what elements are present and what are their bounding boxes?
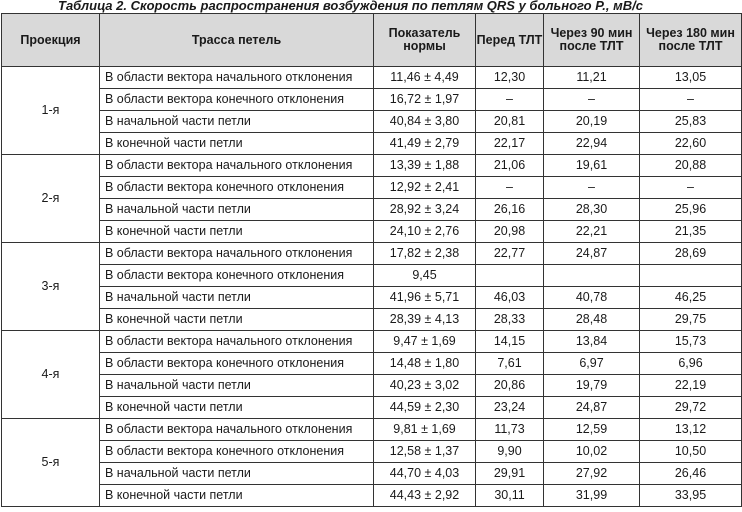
after-180-cell: – [640,89,742,111]
after-180-cell: 22,60 [640,133,742,155]
route-cell: В начальной части петли [100,287,374,309]
norm-cell: 12,92 ± 2,41 [374,177,476,199]
table-row [2,309,742,331]
after-180-cell: 26,46 [640,463,742,485]
route-cell: В области вектора начального отклонения [100,243,374,265]
norm-cell: 12,58 ± 1,37 [374,441,476,463]
table-row [2,243,742,265]
after-90-cell: 28,30 [544,199,640,221]
header-route: Трасса петель [100,14,374,67]
table-caption: Таблица 2. Скорость распространения возбуждения по петлям QRS у больного Р., мВ/с [58,0,643,13]
before-tlt-cell: – [476,89,544,111]
after-180-cell: 22,19 [640,375,742,397]
before-tlt-cell: 11,73 [476,419,544,441]
route-cell: В конечной части петли [100,485,374,507]
table-row [2,133,742,155]
norm-cell: 14,48 ± 1,80 [374,353,476,375]
table-row [2,221,742,243]
norm-cell: 28,39 ± 4,13 [374,309,476,331]
after-180-cell: 25,96 [640,199,742,221]
after-180-cell: 29,72 [640,397,742,419]
route-cell: В области вектора конечного отклонения [100,265,374,287]
before-tlt-cell: 26,16 [476,199,544,221]
table-row [2,111,742,133]
norm-cell: 44,70 ± 4,03 [374,463,476,485]
route-cell: В начальной части петли [100,375,374,397]
projection-cell: 2-я [2,155,100,243]
before-tlt-cell: 46,03 [476,287,544,309]
after-180-cell: 13,12 [640,419,742,441]
before-tlt-cell: 21,06 [476,155,544,177]
table-row [2,67,742,89]
route-cell: В области вектора начального отклонения [100,419,374,441]
before-tlt-cell: 9,90 [476,441,544,463]
after-90-cell: 24,87 [544,243,640,265]
table-row [2,419,742,441]
after-90-cell: 10,02 [544,441,640,463]
norm-cell: 28,92 ± 3,24 [374,199,476,221]
after-180-cell: 46,25 [640,287,742,309]
data-table [1,13,742,507]
after-90-cell: 40,78 [544,287,640,309]
header-row [2,14,742,67]
header-norm: Показатель нормы [374,14,476,67]
projection-cell: 4-я [2,331,100,419]
table-body [2,67,742,507]
after-90-cell: – [544,89,640,111]
before-tlt-cell: 22,17 [476,133,544,155]
route-cell: В области вектора начального отклонения [100,67,374,89]
after-90-cell: 22,94 [544,133,640,155]
before-tlt-cell: 7,61 [476,353,544,375]
table-row [2,353,742,375]
before-tlt-cell: 29,91 [476,463,544,485]
table-row [2,397,742,419]
after-90-cell: – [544,177,640,199]
after-180-cell: 13,05 [640,67,742,89]
after-90-cell: 19,79 [544,375,640,397]
route-cell: В конечной части петли [100,397,374,419]
after-180-cell: 20,88 [640,155,742,177]
after-180-cell: 29,75 [640,309,742,331]
after-90-cell: 12,59 [544,419,640,441]
after-90-cell: 24,87 [544,397,640,419]
projection-cell: 1-я [2,67,100,155]
after-90-cell: 22,21 [544,221,640,243]
table-row [2,441,742,463]
norm-cell: 9,45 [374,265,476,287]
route-cell: В области вектора начального отклонения [100,331,374,353]
route-cell: В конечной части петли [100,133,374,155]
table-row [2,155,742,177]
before-tlt-cell: 14,15 [476,331,544,353]
table-row [2,287,742,309]
after-90-cell: 6,97 [544,353,640,375]
table-row [2,177,742,199]
header-after-90: Через 90 мин после ТЛТ [544,14,640,67]
after-180-cell: 6,96 [640,353,742,375]
route-cell: В области вектора конечного отклонения [100,89,374,111]
after-180-cell: 10,50 [640,441,742,463]
norm-cell: 44,59 ± 2,30 [374,397,476,419]
norm-cell: 40,23 ± 3,02 [374,375,476,397]
after-180-cell: 15,73 [640,331,742,353]
before-tlt-cell: 22,77 [476,243,544,265]
after-90-cell: 28,48 [544,309,640,331]
norm-cell: 13,39 ± 1,88 [374,155,476,177]
norm-cell: 9,81 ± 1,69 [374,419,476,441]
after-180-cell: 33,95 [640,485,742,507]
table-row [2,375,742,397]
after-90-cell [544,265,640,287]
route-cell: В начальной части петли [100,111,374,133]
before-tlt-cell: 28,33 [476,309,544,331]
after-180-cell: 25,83 [640,111,742,133]
norm-cell: 11,46 ± 4,49 [374,67,476,89]
after-180-cell: 21,35 [640,221,742,243]
norm-cell: 44,43 ± 2,92 [374,485,476,507]
norm-cell: 17,82 ± 2,38 [374,243,476,265]
after-90-cell: 11,21 [544,67,640,89]
norm-cell: 9,47 ± 1,69 [374,331,476,353]
norm-cell: 41,49 ± 2,79 [374,133,476,155]
route-cell: В области вектора конечного отклонения [100,441,374,463]
route-cell: В начальной части петли [100,199,374,221]
route-cell: В области вектора конечного отклонения [100,177,374,199]
route-cell: В области вектора начального отклонения [100,155,374,177]
route-cell: В области вектора конечного отклонения [100,353,374,375]
before-tlt-cell: 23,24 [476,397,544,419]
after-180-cell: – [640,177,742,199]
after-180-cell: 28,69 [640,243,742,265]
after-90-cell: 13,84 [544,331,640,353]
projection-cell: 3-я [2,243,100,331]
before-tlt-cell: 12,30 [476,67,544,89]
table-row [2,463,742,485]
header-after-180: Через 180 мин после ТЛТ [640,14,742,67]
before-tlt-cell: – [476,177,544,199]
projection-cell: 5-я [2,419,100,507]
table-row [2,485,742,507]
before-tlt-cell [476,265,544,287]
route-cell: В конечной части петли [100,309,374,331]
before-tlt-cell: 20,86 [476,375,544,397]
after-90-cell: 27,92 [544,463,640,485]
route-cell: В конечной части петли [100,221,374,243]
before-tlt-cell: 30,11 [476,485,544,507]
table-row [2,89,742,111]
before-tlt-cell: 20,81 [476,111,544,133]
table-row [2,265,742,287]
norm-cell: 41,96 ± 5,71 [374,287,476,309]
after-90-cell: 31,99 [544,485,640,507]
header-projection: Проекция [2,14,100,67]
table-row [2,331,742,353]
after-90-cell: 20,19 [544,111,640,133]
norm-cell: 16,72 ± 1,97 [374,89,476,111]
norm-cell: 24,10 ± 2,76 [374,221,476,243]
norm-cell: 40,84 ± 3,80 [374,111,476,133]
header-before: Перед ТЛТ [476,14,544,67]
after-180-cell [640,265,742,287]
after-90-cell: 19,61 [544,155,640,177]
before-tlt-cell: 20,98 [476,221,544,243]
route-cell: В начальной части петли [100,463,374,485]
table-row [2,199,742,221]
